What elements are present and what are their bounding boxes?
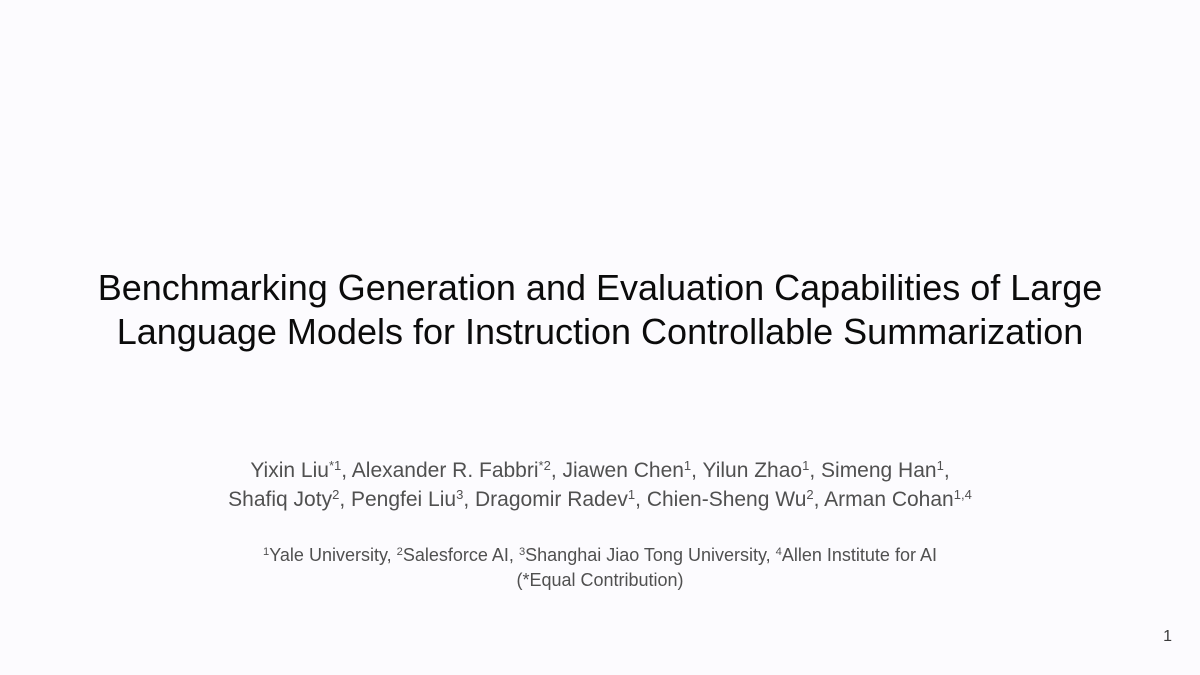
author (352, 459, 563, 482)
affiliation-marker: 1 (263, 545, 270, 558)
author-name: Dragomir Radev (475, 488, 628, 511)
author-affiliation-marker: 2 (332, 486, 340, 502)
author-name: Chien-Sheng Wu (646, 488, 807, 511)
affiliation-name: Allen Institute for AI (781, 545, 937, 565)
author-separator: , (339, 488, 351, 511)
author-separator: , (635, 488, 647, 511)
author-separator: , (463, 488, 476, 511)
author-separator: , (809, 459, 822, 482)
author-affiliation-marker: 1 (802, 457, 810, 473)
author-separator: , (341, 459, 352, 482)
author-affiliation-marker: 1,4 (953, 486, 972, 502)
author-affiliation-marker: 1 (936, 457, 944, 473)
affiliation-name: Yale University (269, 545, 387, 565)
author-name: Yixin Liu (250, 459, 329, 482)
affiliation-line (0, 543, 1200, 568)
author-separator: , (691, 459, 703, 482)
author (821, 459, 950, 482)
author-separator: , (943, 459, 950, 482)
author-name: Alexander R. Fabbri (351, 459, 539, 482)
author-name: Arman Cohan (824, 488, 954, 511)
author (475, 488, 647, 511)
slide-title (0, 266, 1200, 354)
affiliation-block (0, 543, 1200, 593)
author (824, 488, 972, 511)
affiliation (519, 545, 776, 565)
author-affiliation-marker: 1 (627, 486, 636, 502)
author-affiliation-marker: *2 (538, 457, 551, 473)
author (351, 488, 475, 511)
affiliation-separator: , (508, 545, 519, 565)
author-name: Shafiq Joty (228, 488, 333, 511)
author-affiliation-marker: 3 (456, 486, 464, 502)
author-name: Jiawen Chen (562, 459, 684, 482)
author-separator: , (813, 488, 825, 511)
affiliation-marker: 3 (518, 545, 526, 558)
author-affiliation-marker: *1 (328, 457, 342, 473)
author-line-1 (0, 456, 1200, 485)
affiliation-separator: , (386, 545, 397, 565)
author-affiliation-marker: 1 (683, 457, 692, 473)
affiliation-marker: 4 (775, 545, 782, 558)
author (228, 488, 351, 511)
author-name: Yilun Zhao (702, 459, 803, 482)
affiliation-name: Salesforce AI (402, 545, 509, 565)
title-line: Language Models for Instruction Controllable Summarization (116, 311, 1084, 352)
affiliation-name: Shanghai Jiao Tong University (525, 545, 766, 565)
author (250, 459, 351, 482)
author-name: Simeng Han (821, 459, 937, 482)
affiliation (397, 545, 519, 565)
affiliation-marker: 2 (396, 545, 403, 558)
author-separator: , (550, 459, 563, 482)
affiliation (776, 545, 937, 565)
author-list (0, 456, 1200, 514)
author (563, 459, 703, 482)
author-affiliation-marker: 2 (806, 486, 814, 502)
author-line-2 (0, 485, 1200, 514)
affiliation (263, 545, 397, 565)
title-line: Benchmarking Generation and Evaluation Capabilities of Large (97, 267, 1103, 308)
author (702, 459, 821, 482)
author (647, 488, 824, 511)
affiliation-separator: , (765, 545, 776, 565)
equal-contribution-note: (*Equal Contribution) (516, 570, 684, 590)
page-number: 1 (1163, 628, 1172, 645)
author-name: Pengfei Liu (351, 488, 457, 511)
